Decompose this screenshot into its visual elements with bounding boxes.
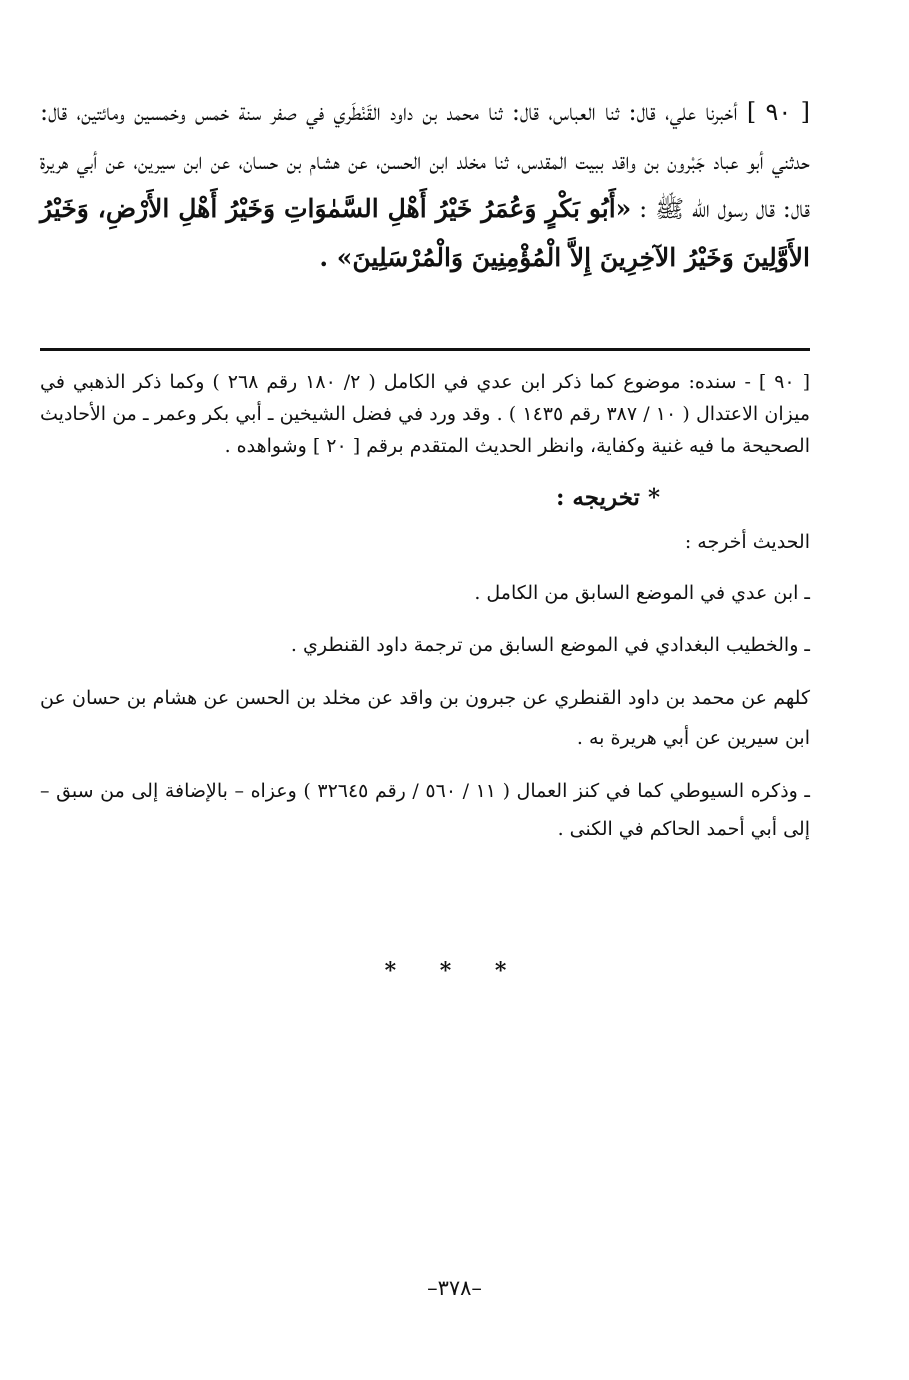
takhrij-item-suyuti: ـ وذكره السيوطي كما في كنز العمال ( ١١ / ٥٦٠ / رقم ٣٢٦٤٥ ) وعزاه – بالإضافة إلى من سبق – إلى أبي أحمد الحاكم في الكنى . <box>40 780 810 840</box>
hadith-paragraph <box>40 88 810 282</box>
takhrij-chain: كلهم عن محمد بن داود القنطري عن جبرون بن واقد عن مخلد بن الحسن عن هشام بن حسان عن ابن سيرين عن أبي هريرة به . <box>40 687 810 749</box>
takhrij-intro: الحديث أخرجه : <box>684 531 810 553</box>
sanad-note: [ ٩٠ ] - سنده: موضوع كما ذكر ابن عدي في الكامل ( ٢/ ١٨٠ رقم ٢٦٨ ) وكما ذكر الذهبي في ميزان الاعتدال ( ١٠ / ٣٨٧ رقم ١٤٣٥ ) . وقد ورد في فضل الشيخين ـ أبي بكر وعمر ـ من الأحاديث الصحيحة ما فيه غنية وكفاية، وانظر الحديث المتقدم برقم [ ٢٠ ] وشواهده . <box>40 371 810 457</box>
hadith-matn: «أَبُو بَكْرٍ وَعُمَرُ خَيْرُ أَهْلِ السَّمٰوَاتِ وَخَيْرُ أَهْلِ الأَرْضِ، وَخَيْرُ الأَوَّلِينَ وَخَيْرُ الآخِرِينَ إِلاَّ الْمُؤْمِنِينَ وَالْمُرْسَلِينَ» . <box>40 194 810 272</box>
page-number: –٣٧٨– <box>427 1276 482 1300</box>
hadith-isnad: [ ٩٠ ] أخبرنا علي، قال: ثنا العباس، قال: ثنا محمد بن داود القَنْطَري في صفر سنة خمس وخمسين ومائتين، قال: حدثني أبو عباد جَبْرون بن واقد ببيت المقدس، ثنا مخلد ابن الحسن، عن هشام بن حسان، عن ابن سيرين، عن أبي هريرة قال: قال رسول الله ﷺ : <box>40 98 811 223</box>
takhrij-item-ibn-adi: ـ ابن عدي في الموضع السابق من الكامل . <box>474 582 810 604</box>
takhrij-heading: * تخريجه : <box>555 484 660 511</box>
hadith-block <box>40 88 810 282</box>
footnote-divider <box>40 348 810 351</box>
section-separator: * * * <box>384 958 525 984</box>
takhrij-item-khatib: ـ والخطيب البغدادي في الموضع السابق من ترجمة داود القنطري . <box>290 634 810 656</box>
footnotes-section <box>40 366 810 848</box>
